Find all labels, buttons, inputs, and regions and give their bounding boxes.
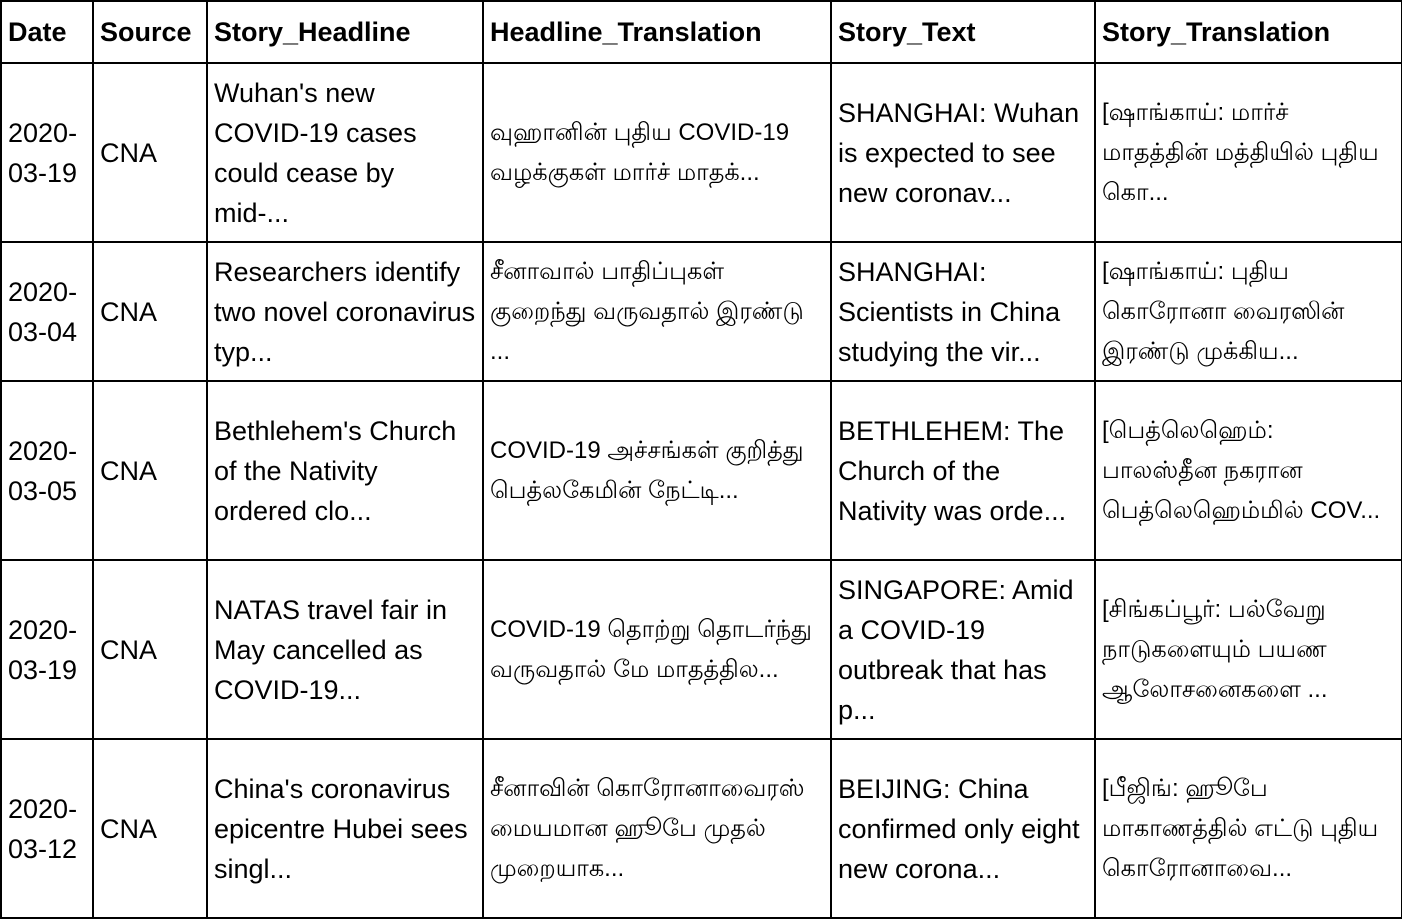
cell-story-headline: NATAS travel fair in May cancelled as COVID-19... — [207, 560, 483, 739]
cell-story-translation: [சிங்கப்பூர்: பல்வேறு நாடுகளையும் பயண ஆலோசனைகளை ... — [1095, 560, 1402, 739]
cell-date: 2020-03-19 — [1, 560, 93, 739]
cell-date: 2020-03-05 — [1, 381, 93, 560]
cell-story-headline: China's coronavirus epicentre Hubei sees singl... — [207, 739, 483, 918]
column-header-story-translation: Story_Translation — [1095, 1, 1402, 63]
cell-story-headline: Wuhan's new COVID-19 cases could cease by mid-... — [207, 63, 483, 242]
cell-source: CNA — [93, 560, 207, 739]
cell-story-text: BEIJING: China confirmed only eight new corona... — [831, 739, 1095, 918]
cell-story-translation: [பெத்லெஹெம்: பாலஸ்தீன நகரான பெத்லெஹெம்மில் COV... — [1095, 381, 1402, 560]
cell-story-text: BETHLEHEM: The Church of the Nativity was orde... — [831, 381, 1095, 560]
column-header-source: Source — [93, 1, 207, 63]
table-row — [1, 739, 1402, 918]
table-row — [1, 63, 1402, 242]
table-row — [1, 242, 1402, 381]
cell-date: 2020-03-19 — [1, 63, 93, 242]
column-header-date: Date — [1, 1, 93, 63]
cell-source: CNA — [93, 739, 207, 918]
cell-source: CNA — [93, 381, 207, 560]
cell-story-text: SINGAPORE: Amid a COVID-19 outbreak that has p... — [831, 560, 1095, 739]
cell-story-text: SHANGHAI: Scientists in China studying the vir... — [831, 242, 1095, 381]
cell-headline-translation: வுஹானின் புதிய COVID-19 வழக்குகள் மார்ச் மாதக்... — [483, 63, 831, 242]
column-header-story-headline: Story_Headline — [207, 1, 483, 63]
cell-source: CNA — [93, 63, 207, 242]
cell-date: 2020-03-12 — [1, 739, 93, 918]
cell-story-translation: [ஷாங்காய்: மார்ச் மாதத்தின் மத்தியில் புதிய கொ... — [1095, 63, 1402, 242]
cell-story-headline: Researchers identify two novel coronavirus typ... — [207, 242, 483, 381]
cell-story-translation: [பீஜிங்: ஹூபே மாகாணத்தில் எட்டு புதிய கொரோனாவை... — [1095, 739, 1402, 918]
cell-story-headline: Bethlehem's Church of the Nativity ordered clo... — [207, 381, 483, 560]
cell-headline-translation: சீனாவின் கொரோனாவைரஸ் மையமான ஹூபே முதல் முறையாக... — [483, 739, 831, 918]
column-header-headline-translation: Headline_Translation — [483, 1, 831, 63]
cell-source: CNA — [93, 242, 207, 381]
cell-headline-translation: சீனாவால் பாதிப்புகள் குறைந்து வருவதால் இரண்டு ... — [483, 242, 831, 381]
cell-headline-translation: COVID-19 தொற்று தொடர்ந்து வருவதால் மே மாதத்தில... — [483, 560, 831, 739]
cell-date: 2020-03-04 — [1, 242, 93, 381]
cell-headline-translation: COVID-19 அச்சங்கள் குறித்து பெத்லகேமின் நேட்டி... — [483, 381, 831, 560]
cell-story-text: SHANGHAI: Wuhan is expected to see new coronav... — [831, 63, 1095, 242]
header-row — [1, 1, 1402, 63]
table-row — [1, 381, 1402, 560]
cell-story-translation: [ஷாங்காய்: புதிய கொரோனா வைரஸின் இரண்டு முக்கிய... — [1095, 242, 1402, 381]
table-row — [1, 560, 1402, 739]
column-header-story-text: Story_Text — [831, 1, 1095, 63]
